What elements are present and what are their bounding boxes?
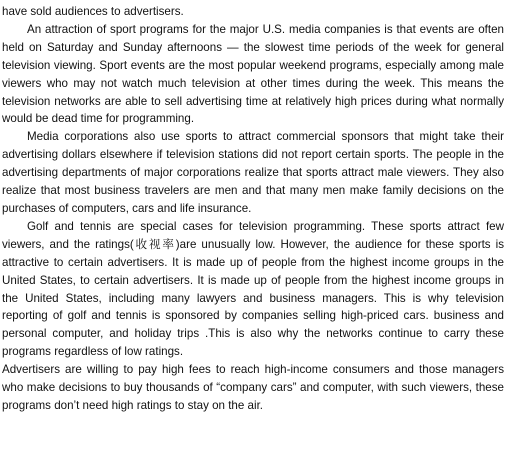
paragraph-1: have sold audiences to advertisers.	[2, 5, 184, 18]
paragraph-4: Golf and tennis are special cases for television programming. These sports attract few viewers, and the ratings(收视率)are unusually low. However, the audience for these sports is attractive to certain advertisers. It is made up of people from the highest income groups in the United States, to certain advertisers. It is made up of people from the highest income groups in the United States, including many lawyers and business managers. This is why television reporting of golf and tennis is sponsored by companies selling high-priced cars. business and personal computer, and holiday trips .This is also why the networks continue to carry these programs regardless of low ratings.	[2, 219, 504, 359]
paragraph-2: An attraction of sport programs for the major U.S. media companies is that events are often held on Saturday and Sunday afternoons — the slowest time periods of the week for general television viewing. Sport events are the most popular weekend programs, especially among male viewers who may not watch much television at other times during the week. This means the television networks are able to sell advertising time at relatively high prices during what normally would be dead time for programming.	[2, 22, 504, 126]
paragraph-3: Media corporations also use sports to attract commercial sponsors that might take their advertising dollars elsewhere if television stations did not report certain sports. The people in the advertising departments of major corporations realize that sports attract male viewers. They also realize that most business travelers are men and that many men make family decisions on the purchases of computers, cars and life insurance.	[2, 130, 504, 215]
paragraph-5: Advertisers are willing to pay high fees to reach high-income consumers and those managers who make decisions to buy thousands of “company cars” and computer, with such viewers, these programs don’t need high ratings to stay on the air.	[2, 363, 504, 412]
